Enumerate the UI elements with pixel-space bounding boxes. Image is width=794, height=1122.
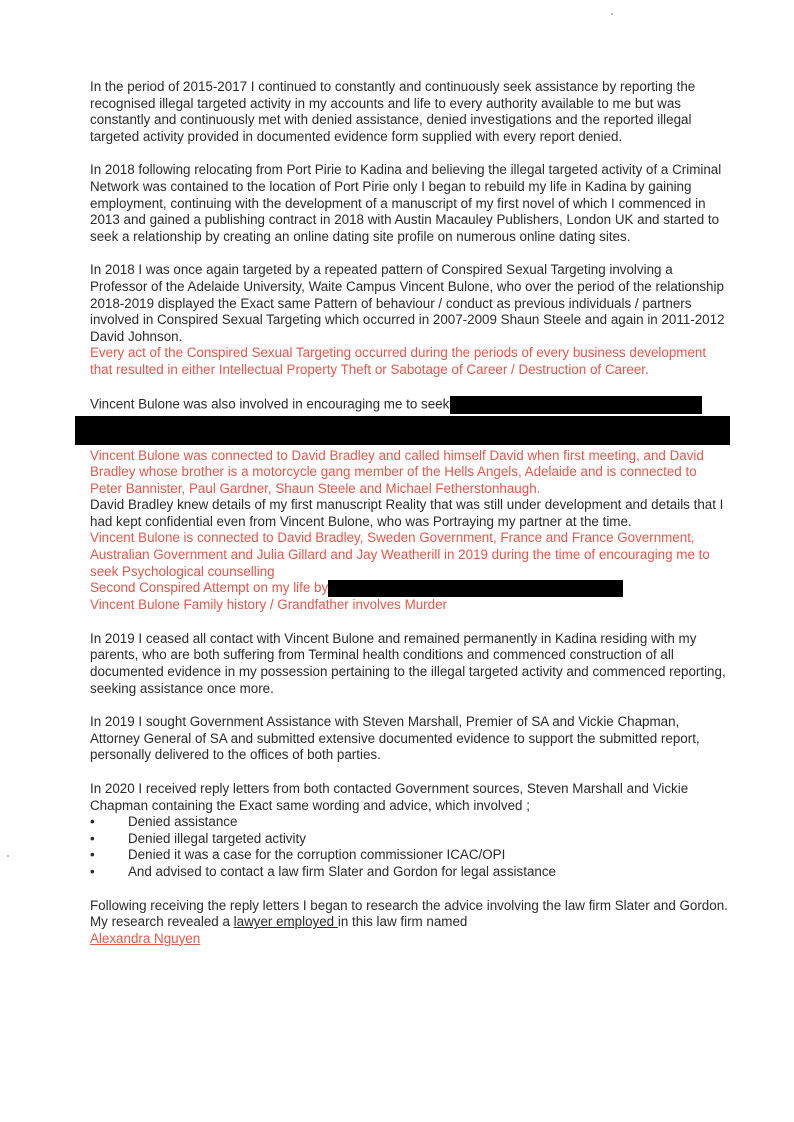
list-item: • Denied assistance xyxy=(90,814,730,831)
paragraph-2015-2017: In the period of 2015-2017 I continued to constantly and continuously seek assistance by reporting the recognised illegal targeted activity in my accounts and life to every authority available to me but was constantly and continuously met with denied assistance, denied investigations and the reported illegal targeted activity provided in documented evidence form supplied with every report denied. xyxy=(90,79,696,144)
redaction-box xyxy=(450,396,702,414)
redaction-box xyxy=(75,416,730,445)
denied-list xyxy=(90,814,730,880)
list-item: • Denied it was a case for the corruption commissioner ICAC/OPI xyxy=(90,847,730,864)
scan-speck xyxy=(7,855,9,857)
paragraph-2018-targeting-text: In 2018 I was once again targeted by a repeated pattern of Conspired Sexual Targeting involving a Professor of the Adelaide University, Waite Campus Vincent Bulone, who over the period of the relationship 2018-2019 displayed the Exact same Pattern of behaviour / conduct as previous individuals / partners involved in Conspired Sexual Targeting which occurred in 2007-2009 Shaun Steele and again in 2011-2012 David Johnson. xyxy=(90,262,725,344)
paragraph-research xyxy=(90,898,730,948)
paragraph-2019-government: In 2019 I sought Government Assistance with Steven Marshall, Premier of SA and Vickie Chapman, Attorney General of SA and submitted extensive documented evidence to support the submitted report, personally delivered to the offices of both parties. xyxy=(90,714,700,763)
attempt-red-text: Second Conspired Attempt on my life by xyxy=(90,580,329,596)
paragraph-connections xyxy=(90,448,730,614)
research-text: Following receiving the reply letters I began to research the advice involving the law firm Slater and Gordon. My research revealed a xyxy=(90,897,728,930)
manuscript-text: David Bradley knew details of my first manuscript Reality that was still under development and details that I had kept confidential even from Vincent Bulone, who was Portraying my partner at the time. xyxy=(90,497,724,529)
list-item: • Denied illegal targeted activity xyxy=(90,831,730,848)
connections-red-text: Vincent Bulone was connected to David Bradley and called himself David when first meeting, and David Bradley whose brother is a motorcycle gang member of the Hells Angels, Adelaide and is connected to Peter Bannister, Paul Gardner, Shaun Steele and Michael Fetherstonhaugh. xyxy=(90,447,704,496)
paragraph-2018-relocation: In 2018 following relocating from Port Pirie to Kadina and believing the illegal targeted activity of a Criminal Network was contained to the location of Port Pirie only I began to rebuild my life in Kadina by gaining employment, continuing with the development of a manuscript of my first novel of which I commenced in 2013 and gained a publishing contract in 2018 with Austin Macauley Publishers, London UK and started to seek a relationship by creating an online dating site profile on numerous online dating sites. xyxy=(90,162,722,244)
paragraph-encouraging xyxy=(90,396,730,414)
alexandra-nguyen-link[interactable]: Alexandra Nguyen xyxy=(90,930,201,946)
scan-speck xyxy=(611,13,613,15)
research-text-end: in this law firm named xyxy=(337,914,468,930)
family-history-red-text: Vincent Bulone Family history / Grandfather involves Murder xyxy=(90,597,447,613)
attempt-line xyxy=(90,580,730,597)
encouraging-text: Vincent Bulone was also involved in encouraging me to seek xyxy=(90,396,450,412)
paragraph-red-note: Every act of the Conspired Sexual Targeting occurred during the periods of every business development that resulted in either Intellectual Property Theft or Sabotage of Career / Destruction of Career. xyxy=(90,345,707,377)
list-item: • And advised to contact a law firm Slater and Gordon for legal assistance xyxy=(90,864,730,881)
document-body xyxy=(90,79,730,964)
paragraph-2020-reply: In 2020 I received reply letters from both contacted Government sources, Steven Marshall and Vickie Chapman containing the Exact same wording and advice, which involved ; xyxy=(90,781,689,813)
paragraph-2019-ceased: In 2019 I ceased all contact with Vincent Bulone and remained permanently in Kadina residing with my parents, who are both suffering from Terminal health conditions and commenced construction of all documented evidence in my possession pertaining to the illegal targeted activity and commenced reporting, seeking assistance once more. xyxy=(90,630,726,696)
paragraph-2018-targeting xyxy=(90,262,730,378)
lawyer-employed-link[interactable]: lawyer employed xyxy=(233,914,338,930)
government-red-text: Vincent Bulone is connected to David Bradley, Sweden Government, France and France Government, Australian Government and Julia Gillard and Jay Weatherill in 2019 during the time of encouraging me to seek Psychological counselling xyxy=(90,530,710,579)
redaction-box xyxy=(328,580,623,597)
